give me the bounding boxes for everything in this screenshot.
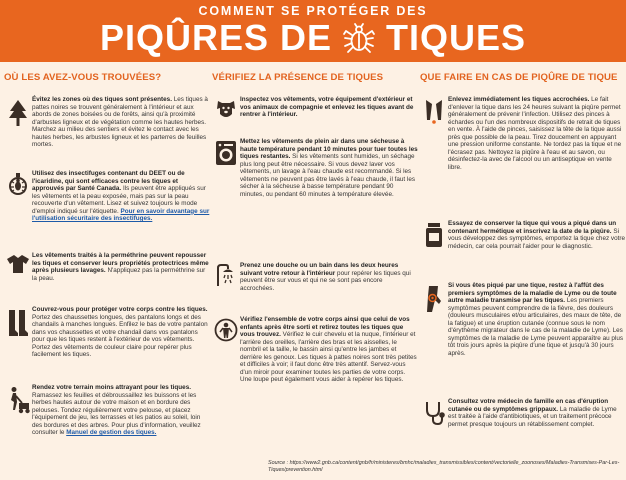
list-item: Essayez de conserver la tique qui vous a piqué dans un contenant hermétique et inscrivez la date de la piqûre. Si vous développez des symptômes, emportez la tique chez votre médecin, car cela pourrait l'aider pour le diagnostic. [420, 220, 626, 250]
tree-icon [7, 98, 29, 128]
stethoscope-icon [423, 400, 445, 426]
tick-management-link[interactable]: Manuel de gestion des tiques. [66, 429, 157, 437]
header-title [0, 16, 626, 60]
list-item: Couvrez-vous pour protéger votre corps contre les tiques. Portez des chaussettes longues, des pantalons longs et des chandails à manches longues. Enfilez le bas de votre pantalon dans vos chaussettes et votre chandail dans vos pantalons pour que les tiques restent à l'extérieur de vos vêtements. Portez des vêtements de couleur claire pour repérer plus facilement les tiques. [4, 306, 210, 359]
header-subtitle: COMMENT SE PROTÉGER DES [198, 4, 428, 18]
dryer-icon [215, 140, 237, 166]
list-item: Prenez une douche ou un bain dans les deux heures suivant votre retour à l'intérieur pour repérer les tiques qui peuvent être sur vous et qui ne se sont pas encore accrochées. [212, 262, 418, 292]
list-item: Consultez votre médecin de famille en cas d'éruption cutanée ou de symptômes grippaux. La maladie de Lyme est traitée à l'aide d'antibiotiques, et un traitement précoce permet presque toujours un rétablissement complet. [420, 398, 626, 428]
arm-rash-icon [423, 284, 445, 314]
shirt-icon [6, 254, 30, 274]
shower-icon [215, 264, 237, 288]
dog-icon [214, 98, 238, 122]
list-item: Inspectez vos vêtements, votre équipement d'extérieur et vos animaux de compagnie et enlevez les tiques avant de rentrer à l'intérieur. [212, 96, 418, 122]
bug-spray-icon [7, 172, 29, 198]
insect-repellent-link[interactable]: Pour en savoir davantage sur l'utilisation sécuritaire des insectifuges. [32, 207, 210, 223]
list-item: Évitez les zones où des tiques sont présentes. Les tiques à pattes noires se trouvent généralement à l'intérieur et aux abords de zones boisées ou de forêts, ainsi qu'à proximité d'arbustes ligneux et de végétation comme les hautes herbes. Marchez au milieu des sentiers et évitez le contact avec les hautes herbes, les arbustes ligneux et les parterres de feuilles mortes. [4, 96, 210, 149]
body-check-icon [214, 318, 238, 342]
list-item: Vérifiez l'ensemble de votre corps ainsi que celui de vos enfants après être sorti et retirez toutes les tiques que vous trouvez. Vérifiez le cuir chevelu et la nuque, l'intérieur et l'arrière des oreilles, l'arrière des bras et les aisselles, le nombril et la taille, le bassin ainsi qu'entre les jambes et derrière les genoux. Les tiques à pattes noires sont très petites et difficiles à voir; il faut donc être très attentif. Servez-vous d'un miroir pour examiner toutes les parties de votre corps. Une loupe peut également vous aider à repérer les tiques. [212, 316, 418, 384]
boots-icon [7, 308, 29, 338]
list-item: Mettez les vêtements de plein air dans une sécheuse à haute température pendant 10 minutes pour tuer toutes les tiques restantes. Si les vêtements sont humides, un séchage plus long peut être nécessaire. Si vous devez laver vos vêtements, un lavage à l'eau chaude est recommandé. Si les vêtements ne peuvent pas être lavés à l'eau chaude, il faut les sécher à la sécheuse à basse température pendant 90 minutes, ou pendant 60 minutes à température élevée. [212, 138, 418, 198]
title-left: PIQÛRES DE [99, 17, 333, 58]
tweezers-icon [423, 98, 445, 124]
list-item: Rendez votre terrain moins attrayant pour les tiques. Ramassez les feuilles et débroussaillez les buissons et les herbes hautes autour de votre maison et en bordure des pelouses. Tondez régulièrement votre pelouse, et placez l'équipement de jeu, les terrasses et les patios au soleil, loin des bordures et des arbres. Pour plus d'information, veuillez consulter le Manuel de gestion des tiques. [4, 384, 210, 437]
tick-icon [342, 21, 376, 55]
column-heading: VÉRIFIEZ LA PRÉSENCE DE TIQUES [212, 72, 384, 83]
column-where-found [4, 66, 210, 437]
list-item: Utilisez des insectifuges contenant du DEET ou de l'icaridine, qui sont efficaces contre les tiques et approuvés par Santé Canada. Ils peuvent être appliqués sur les vêtements et la peau exposée, mais pas sur la peau recouverte d'un vêtement. Lisez et suivez toujours le mode d'emploi indiqué sur l'étiquette. Pour en savoir davantage sur l'utilisation sécuritaire des insectifuges. [4, 170, 210, 223]
list-item: Si vous êtes piqué par une tique, restez à l'affût des premiers symptômes de la maladie de Lyme ou de toute autre maladie transmise par les tiques. Les premiers symptômes peuvent comprendre de la fièvre, des douleurs (douleurs musculaires et/ou articulaires, des maux de tête, de la fatigue) et une éruption cutanée (connue sous le nom d'érythème migrateur dans le cas de la maladie de Lyme). Les symptômes de la maladie de Lyme peuvent apparaître au plus tôt trois jours après la piqûre d'une tique et jusqu'à 30 jours après. [420, 282, 626, 357]
column-heading: OÙ LES AVEZ-VOUS TROUVÉES? [4, 72, 162, 83]
list-item: Enlevez immédiatement les tiques accrochées. Le fait d'enlever la tique dans les 24 heures suivant la piqûre permet généralement de prévenir l'infection. Utilisez des pinces à échardes ou l'un des nombreux dispositifs de retrait de tiques en vente. À l'aide de pinces, saisissez la tête de la tique aussi près que possible de la peau. Tirez doucement en appuyant une pression uniforme constante. Ne tordez pas la tique et ne l'écrasez pas. Nettoyez la piqûre à l'eau et au savon, ou désinfectez-la avec de l'alcool ou un antiseptique en vente libre. [420, 96, 626, 171]
title-right: TIQUES [386, 17, 527, 58]
list-item: Les vêtements traités à la perméthrine peuvent repousser les tiques et conserver leurs propriétés protectrices même après plusieurs lavages. N'appliquez pas la perméthrine sur la peau. [4, 252, 210, 282]
lawn-mower-icon [5, 386, 31, 416]
jar-icon [423, 222, 445, 248]
column-heading: QUE FAIRE EN CAS DE PIQÛRE DE TIQUE [420, 72, 618, 83]
source-citation: Source : https://www2.gnb.ca/content/gnb/fr/ministeres/bmhc/maladies_transmissibles/content/vectorielle_zoonoses/Maladies-Transmises-Par-Les-Tiques/prevention.html [268, 460, 620, 473]
column-if-bitten [420, 66, 626, 428]
column-check-ticks [212, 66, 418, 384]
header-banner [0, 0, 626, 62]
